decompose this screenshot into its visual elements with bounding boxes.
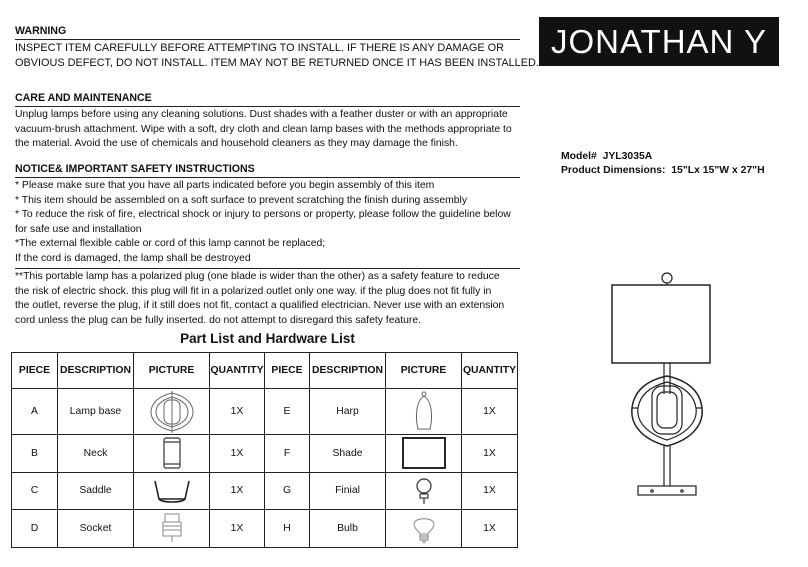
- notice-line: for safe use and installation: [15, 223, 142, 235]
- piece-cell: A: [12, 389, 58, 435]
- quantity-cell: 1X: [462, 472, 518, 510]
- notice-line: * To reduce the risk of fire, electrical shock or injury to persons or property, please follow the guideline below: [15, 209, 511, 220]
- quantity-cell: 1X: [462, 510, 518, 548]
- care-title: CARE AND MAINTENANCE: [15, 92, 520, 107]
- polarized-line: **This portable lamp has a polarized plug (one blade is wider than the other) as a safety feature to reduce: [15, 271, 500, 282]
- model-value: JYL3035A: [602, 151, 653, 162]
- header-piece: PIECE: [12, 353, 58, 389]
- lamp-base-icon: [147, 391, 197, 433]
- notice-title: NOTICE& IMPORTANT SAFETY INSTRUCTIONS: [15, 163, 520, 178]
- description-cell: Socket: [58, 510, 134, 548]
- piece-cell: G: [265, 472, 310, 510]
- piece-cell: H: [265, 510, 310, 548]
- neck-icon: [160, 436, 184, 470]
- model-label: Model#: [561, 151, 597, 162]
- polarized-line: the risk of electric shock. this plug will fit in a polarized outlet only one way. if the plug does not fit fully in: [15, 285, 492, 297]
- warning-title: WARNING: [15, 25, 520, 40]
- description-cell: Harp: [310, 389, 386, 435]
- piece-cell: B: [12, 435, 58, 473]
- notice-line: * This item should be assembled on a soft surface to prevent scratching the finish during assembly: [15, 194, 468, 206]
- table-row: [12, 389, 518, 435]
- table-row: [12, 510, 518, 548]
- piece-cell: D: [12, 510, 58, 548]
- notice-line: If the cord is damaged, the lamp shall be destroyed: [15, 252, 251, 264]
- description-cell: Shade: [310, 435, 386, 473]
- notice-line: *The external flexible cable or cord of this lamp cannot be replaced;: [15, 238, 326, 249]
- dimensions-row: [561, 164, 765, 178]
- quantity-cell: 1X: [462, 435, 518, 473]
- quantity-cell: 1X: [210, 472, 265, 510]
- finial-icon: [414, 476, 434, 506]
- quantity-cell: 1X: [210, 389, 265, 435]
- product-info: [561, 150, 765, 178]
- piece-cell: E: [265, 389, 310, 435]
- quantity-cell: 1X: [210, 510, 265, 548]
- lamp-illustration: [600, 268, 720, 505]
- brand-logo: JONATHAN Y: [539, 17, 779, 66]
- table-header-row: [12, 353, 518, 389]
- header-picture: PICTURE: [134, 353, 210, 389]
- description-cell: Bulb: [310, 510, 386, 548]
- description-cell: Neck: [58, 435, 134, 473]
- description-cell: Saddle: [58, 472, 134, 510]
- care-line: the material. Avoid the use of chemicals and household cleaners as they may damage the finish.: [15, 138, 458, 149]
- polarized-line: cord unless the plug can be fully inserted. do not attempt to disregard this safety feature.: [15, 314, 422, 326]
- care-line: vacuum-brush attachment. Wipe with a soft, dry cloth and clean lamp bases with the methods appropriate to: [15, 123, 512, 135]
- model-row: [561, 150, 765, 164]
- saddle-icon: [152, 477, 192, 505]
- quantity-cell: 1X: [210, 435, 265, 473]
- polarized-plug-section: [15, 268, 520, 328]
- divider: [15, 268, 520, 269]
- polarized-line: the outlet, reverse the plug, if it still does not fit, contact a qualified electrician. Never use with an extension: [15, 300, 505, 311]
- description-cell: Lamp base: [58, 389, 134, 435]
- care-line: Unplug lamps before using any cleaning solutions. Dust shades with a feather duster or with an appropriate: [15, 109, 508, 120]
- notice-section: [15, 163, 520, 266]
- table-row: [12, 435, 518, 473]
- parts-table: [11, 352, 518, 548]
- notice-line: * Please make sure that you have all parts indicated before you begin assembly of this item: [15, 180, 435, 191]
- header-quantity: QUANTITY: [210, 353, 265, 389]
- socket-icon: [159, 512, 185, 544]
- header-description: DESCRIPTION: [58, 353, 134, 389]
- warning-line: INSPECT ITEM CAREFULLY BEFORE ATTEMPTING TO INSTALL. IF THERE IS ANY DAMAGE OR: [15, 42, 504, 54]
- harp-icon: [409, 391, 439, 433]
- table-row: [12, 472, 518, 510]
- dimensions-label: Product Dimensions:: [561, 165, 666, 176]
- piece-cell: C: [12, 472, 58, 510]
- piece-cell: F: [265, 435, 310, 473]
- dimensions-value: 15"Lx 15"W x 27"H: [671, 165, 765, 176]
- header-picture: PICTURE: [386, 353, 462, 389]
- warning-line: OBVIOUS DEFECT, DO NOT INSTALL. ITEM MAY NOT BE RETURNED ONCE IT HAS BEEN INSTALLED.: [15, 56, 539, 69]
- header-piece: PIECE: [265, 353, 310, 389]
- parts-title: Part List and Hardware List: [180, 331, 355, 346]
- bulb-icon: [409, 512, 439, 544]
- quantity-cell: 1X: [462, 389, 518, 435]
- care-section: [15, 92, 520, 152]
- shade-icon: [401, 436, 447, 470]
- warning-section: [15, 25, 539, 70]
- header-description: DESCRIPTION: [310, 353, 386, 389]
- description-cell: Finial: [310, 472, 386, 510]
- header-quantity: QUANTITY: [462, 353, 518, 389]
